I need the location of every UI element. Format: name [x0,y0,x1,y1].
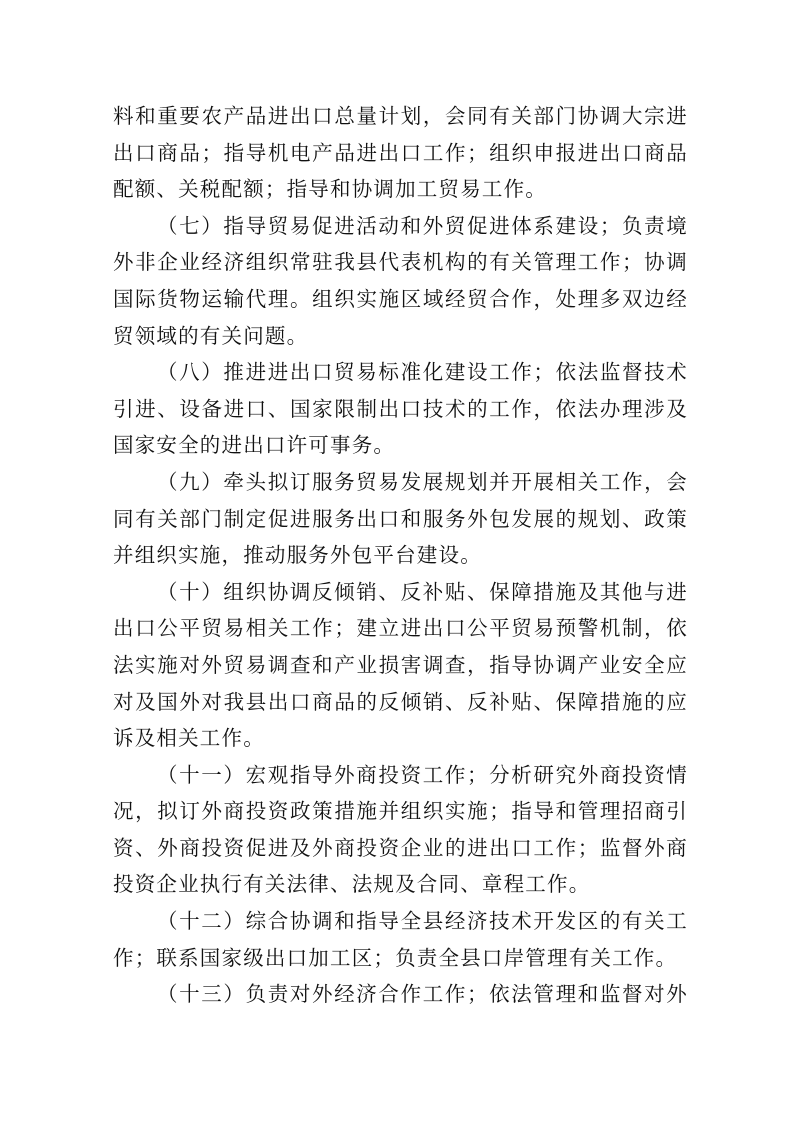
text-line: 外非企业经济组织常驻我县代表机构的有关管理工作；协调 [113,250,688,275]
text-line: （九）牵头拟订服务贸易发展规划并开展相关工作，会 [157,469,688,494]
paragraph-item-11 [113,757,688,903]
text-line: （七）指导贸易促进活动和外贸促进体系建设；负责境 [157,213,688,238]
text-line: 配额、关税配额；指导和协调加工贸易工作。 [113,177,547,202]
paragraph-item-13 [113,976,688,1013]
text-line: 况，拟订外商投资政策措施并组织实施；指导和管理招商引 [113,799,688,824]
text-line: （十二）综合协调和指导全县经济技术开发区的有关工 [157,909,688,934]
text-line: 作；联系国家级出口加工区；负责全县口岸管理有关工作。 [113,945,678,970]
text-line: 出口公平贸易相关工作；建立进出口公平贸易预警机制，依 [113,616,688,641]
text-line: 国家安全的进出口许可事务。 [113,433,396,458]
text-line: 诉及相关工作。 [113,726,265,751]
text-line: 出口商品；指导机电产品进出口工作；组织申报进出口商品 [113,140,688,165]
paragraph-item-10 [113,574,688,757]
document-body [113,98,688,1013]
text-line: （十）组织协调反倾销、反补贴、保障措施及其他与进 [157,579,688,604]
text-line: 料和重要农产品进出口总量计划，会同有关部门协调大宗进 [113,104,688,128]
paragraph-item-8 [113,354,688,464]
text-line: 同有关部门制定促进服务出口和服务外包发展的规划、政策 [113,506,688,531]
text-line: 引进、设备进口、国家限制出口技术的工作，依法办理涉及 [113,396,688,421]
paragraph-item-9 [113,464,688,574]
text-line: 对及国外对我县出口商品的反倾销、反补贴、保障措施的应 [113,689,688,714]
text-line: （十一）宏观指导外商投资工作；分析研究外商投资情 [157,762,688,787]
text-line: （十三）负责对外经济合作工作；依法管理和监督对外 [157,982,688,1007]
text-line: 并组织实施，推动服务外包平台建设。 [113,543,482,568]
text-line: 资、外商投资促进及外商投资企业的进出口工作；监督外商 [113,835,688,860]
paragraph-item-12 [113,903,688,976]
text-line: 投资企业执行有关法律、法规及合同、章程工作。 [113,872,591,897]
paragraph-item-7 [113,208,688,354]
text-line: 法实施对外贸易调查和产业损害调查，指导协调产业安全应 [113,652,688,677]
text-line: 贸领域的有关问题。 [113,323,309,348]
paragraph-continued [113,98,688,208]
text-line: 国际货物运输代理。组织实施区域经贸合作，处理多双边经 [113,286,688,311]
text-line: （八）推进进出口贸易标准化建设工作；依法监督技术 [157,360,688,385]
